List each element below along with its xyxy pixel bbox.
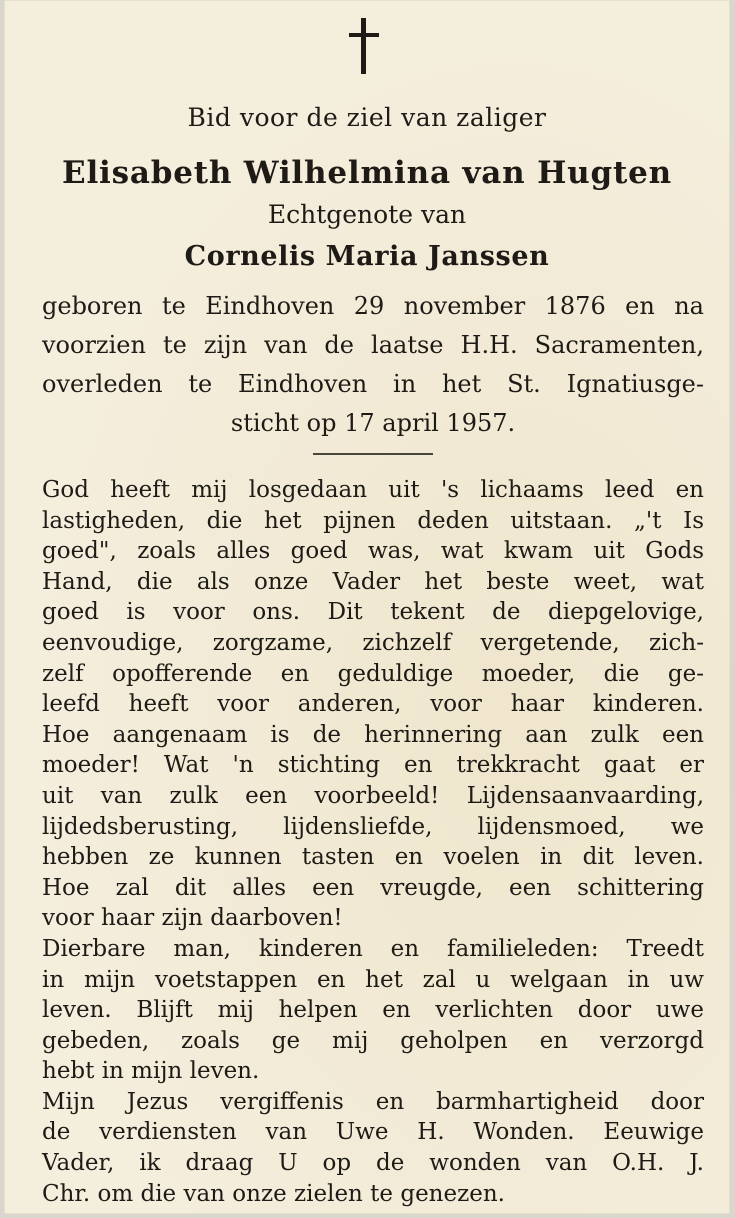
details-line: overleden te Eindhoven in het St. Ignatiusge- [42, 370, 704, 398]
details-line: voorzien te zijn van de laatse H.H. Sacramenten, [42, 331, 704, 359]
text-line: gebeden, zoals ge mij geholpen en verzorgd [42, 1027, 704, 1054]
memorial-text [42, 475, 704, 1209]
text-line: moeder! Wat 'n stichting en trekkracht gaat er [42, 752, 704, 779]
text-line: Chr. om die van onze zielen te genezen. [42, 1180, 505, 1207]
text-line: hebben ze kunnen tasten en voelen in dit leven. [42, 844, 704, 871]
spouse-label: Echtgenote van [267, 200, 467, 229]
text-line: hebt in mijn leven. [42, 1058, 260, 1085]
text-line: Hoe aangenaam is de herinnering aan zulk een [42, 721, 704, 748]
details-line: sticht op 17 april 1957. [230, 409, 516, 437]
text-line: Hoe zal dit alles een vreugde, een schittering [42, 874, 704, 901]
text-line: goed", zoals alles goed was, wat kwam uit Gods [42, 538, 704, 565]
text-line: voor haar zijn daarboven! [42, 905, 343, 932]
memorial-card [4, 0, 730, 1214]
text-line: lijdedsberusting, lijdensliefde, lijdensmoed, we [42, 813, 704, 840]
cross-icon [349, 18, 379, 78]
text-line: zelf opofferende en geduldige moeder, die ge- [42, 660, 704, 687]
text-line: de verdiensten van Uwe H. Wonden. Eeuwige [42, 1119, 704, 1146]
divider [313, 453, 433, 455]
text-line: Vader, ik draag U op de wonden van O.H. J. [42, 1150, 704, 1177]
deceased-name: Elisabeth Wilhelmina van Hugten [62, 155, 672, 191]
text-line: leven. Blijft mij helpen en verlichten door uwe [42, 997, 704, 1024]
text-line: Mijn Jezus vergiffenis en barmhartigheid door [42, 1088, 704, 1115]
intro-text: Bid voor de ziel van zaliger [187, 103, 547, 132]
text-line: goed is voor ons. Dit tekent de diepgelovige, [42, 599, 704, 626]
text-line: in mijn voetstappen en het zal u welgaan in uw [42, 966, 704, 993]
text-line: eenvoudige, zorgzame, zichzelf vergetende, zich- [42, 629, 704, 656]
text-line: God heeft mij losgedaan uit 's lichaams leed en [42, 477, 704, 503]
details-line: geboren te Eindhoven 29 november 1876 en na [42, 292, 704, 320]
text-line: leefd heeft voor anderen, voor haar kinderen. [42, 691, 704, 718]
text-line: Hand, die als onze Vader het beste weet, wat [42, 568, 704, 595]
text-line: uit van zulk een voorbeeld! Lijdensaanvaarding, [42, 782, 704, 809]
text-line: lastigheden, die het pijnen deden uitstaan. „'t Is [42, 507, 704, 534]
birth-death-details [42, 287, 704, 443]
spouse-name: Cornelis Maria Janssen [184, 241, 550, 272]
text-line: Dierbare man, kinderen en familieleden: Treedt [42, 935, 704, 962]
